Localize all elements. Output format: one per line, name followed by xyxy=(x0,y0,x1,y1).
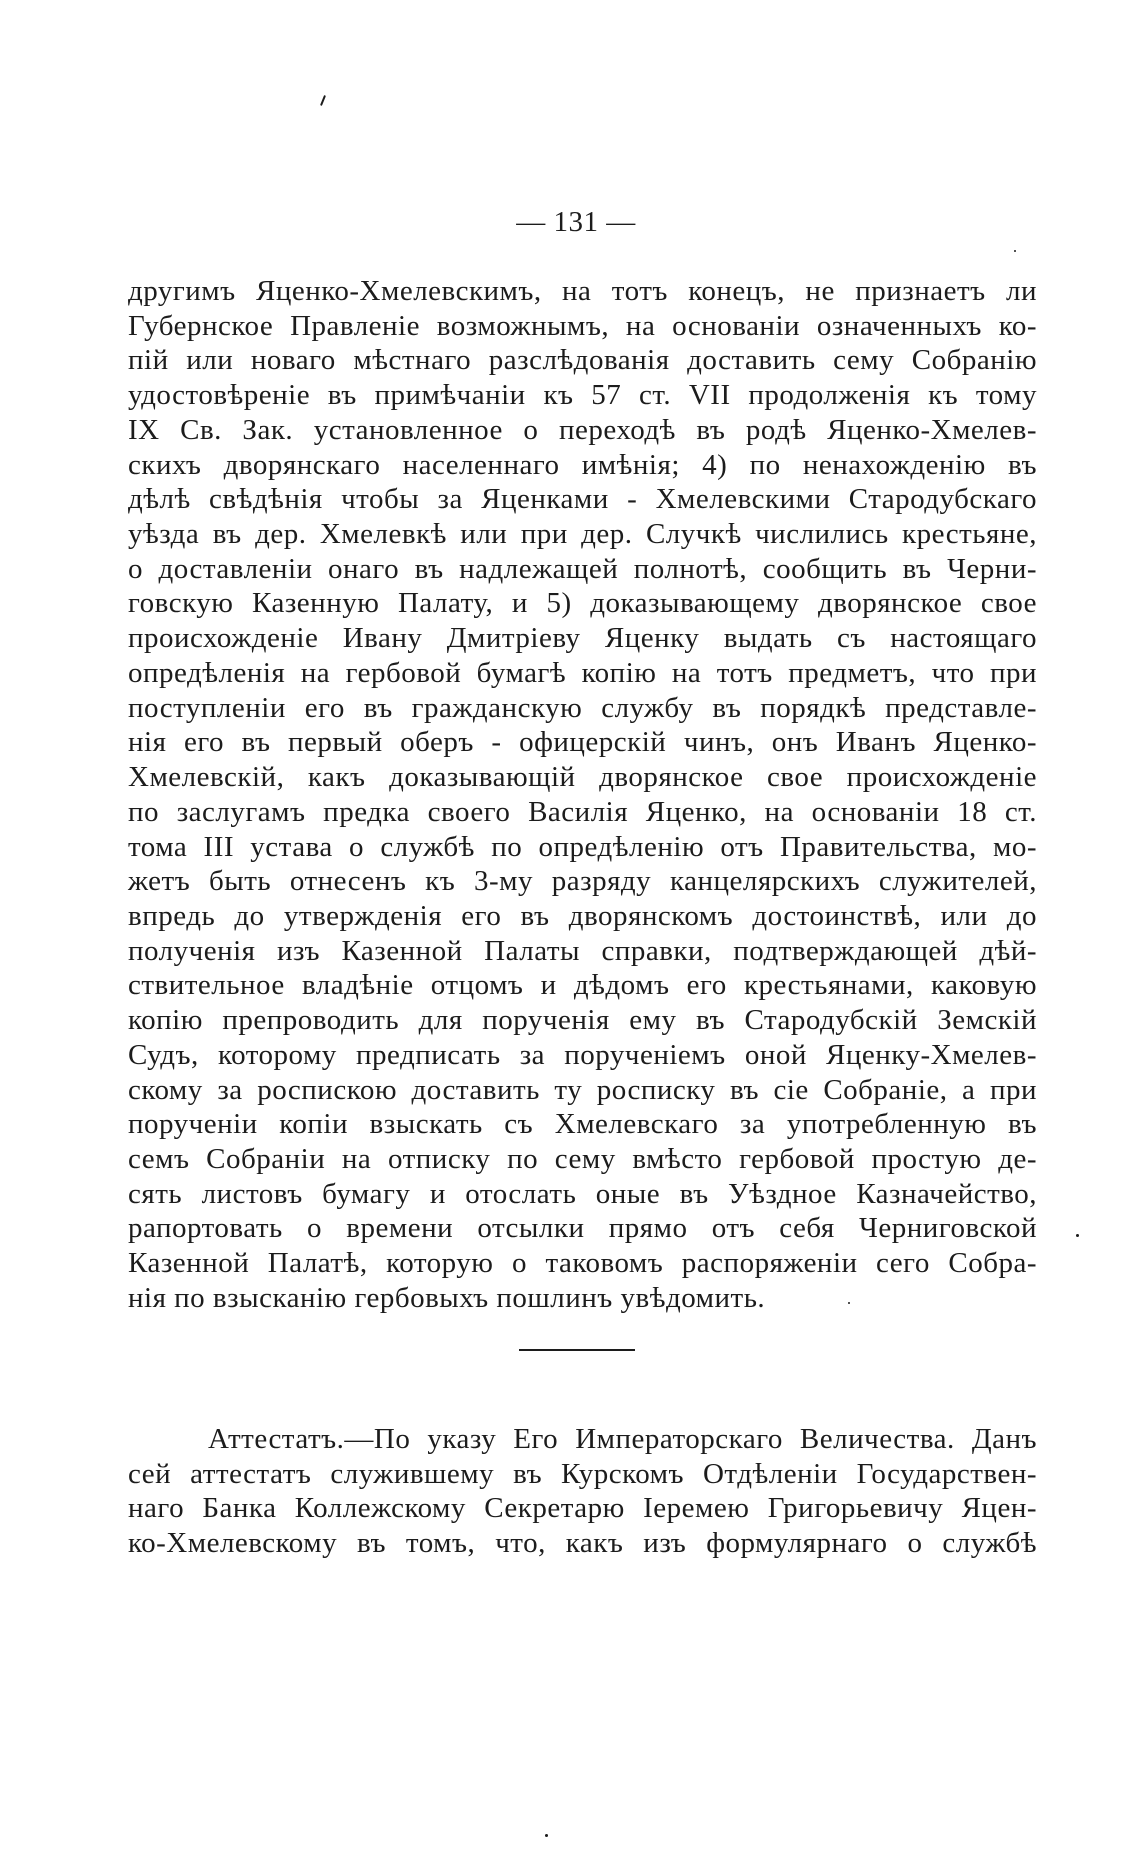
text-line: скихъ дворянскаго населеннаго имѣнія; 4) по ненахожденію въ xyxy=(128,448,1037,481)
text-line: удостовѣреніе въ примѣчаніи къ 57 ст. VII продолженія къ тому xyxy=(128,379,1037,412)
text-line: поступленіи его въ гражданскую службу въ порядкѣ представле- xyxy=(128,691,1037,724)
ink-speck xyxy=(545,1834,548,1837)
text-line: ствительное владѣніе отцомъ и дѣдомъ его крестьянами, каковую xyxy=(128,969,1037,1002)
text-line: по заслугамъ предка своего Василія Яценко, на основаніи 18 ст. xyxy=(128,795,1037,828)
section-divider xyxy=(519,1349,635,1351)
text-line: пій или новаго мѣстнаго разслѣдованія доставить сему Собранію xyxy=(128,344,1037,377)
text-line: опредѣленія на гербовой бумагѣ копію на тотъ предметъ, что при xyxy=(128,656,1037,689)
page-number: — 131 — xyxy=(516,206,636,238)
text-line: нія его въ первый оберъ - офицерскій чинъ, онъ Иванъ Яценко- xyxy=(128,726,1037,759)
text-line: порученіи копіи взыскать съ Хмелевскаго за употребленную въ xyxy=(128,1108,1037,1141)
text-line: Хмелевскій, какъ доказывающій дворянское свое происхожденіе xyxy=(128,761,1037,794)
text-line: тома III устава о службѣ по опредѣленію отъ Правительства, мо- xyxy=(128,830,1037,863)
text-line: наго Банка Коллежскому Секретарю Іеремею Григорьевичу Яцен- xyxy=(128,1492,1037,1525)
text-line: уѣзда въ дер. Хмелевкѣ или при дер. Случкѣ числились крестьяне, xyxy=(128,518,1037,551)
ink-speck xyxy=(320,95,326,106)
paragraph xyxy=(128,1422,1037,1561)
text-line: другимъ Яценко-Хмелевскимъ, на тотъ конецъ, не признаетъ ли xyxy=(128,275,1037,307)
text-line: дѣлѣ свѣдѣнія чтобы за Яценками - Хмелевскими Стародубскаго xyxy=(128,483,1037,516)
text-line: семъ Собраніи на отписку по сему вмѣсто гербовой простую де- xyxy=(128,1142,1037,1175)
paragraph xyxy=(128,274,1037,1316)
text-line: говскую Казенную Палату, и 5) доказывающему дворянское свое xyxy=(128,587,1037,620)
ink-speck xyxy=(1076,1234,1079,1237)
text-line: ко-Хмелевскому въ томъ, что, какъ изъ формулярнаго о службѣ xyxy=(128,1527,1037,1560)
text-line: нія по взысканію гербовыхъ пошлинъ увѣдомить. xyxy=(128,1281,766,1314)
text-line: впредь до утвержденія его въ дворянскомъ достоинствѣ, или до xyxy=(128,899,1037,932)
text-line: сей аттестатъ служившему въ Курскомъ Отдѣленіи Государствен- xyxy=(128,1457,1037,1490)
text-line: Губернское Правленіе возможнымъ, на основаніи означенныхъ ко- xyxy=(128,309,1037,342)
text-line: Судъ, которому предписать за порученіемъ оной Яценку-Хмелев- xyxy=(128,1038,1037,1071)
text-line: скому за роспискою доставить ту росписку въ сіе Собраніе, а при xyxy=(128,1073,1037,1106)
text-line: полученія изъ Казенной Палаты справки, подтверждающей дѣй- xyxy=(128,934,1037,967)
text-line: о доставленіи онаго въ надлежащей полнотѣ, сообщить въ Черни- xyxy=(128,552,1037,585)
text-line: жетъ быть отнесенъ къ 3-му разряду канцелярскихъ служителей, xyxy=(128,865,1037,898)
text-line: Казенной Палатѣ, которую о таковомъ распоряженіи сего Собра- xyxy=(128,1247,1037,1280)
text-line: копію препроводить для порученія ему въ Стародубскій Земскій xyxy=(128,1004,1037,1037)
text-line: IX Св. Зак. установленное о переходѣ въ родѣ Яценко-Хмелев- xyxy=(128,413,1037,446)
text-line: рапортовать о времени отсылки прямо отъ себя Черниговской xyxy=(128,1212,1037,1245)
text-line: сять листовъ бумагу и отослать оные въ Уѣздное Казначейство, xyxy=(128,1177,1037,1210)
ink-speck xyxy=(848,1302,850,1304)
ink-speck xyxy=(1014,250,1016,252)
text-line: происхожденіе Ивану Дмитріеву Яценку выдать съ настоящаго xyxy=(128,622,1037,655)
text-line: Аттестатъ.—По указу Его Императорскаго Величества. Данъ xyxy=(208,1423,1037,1455)
